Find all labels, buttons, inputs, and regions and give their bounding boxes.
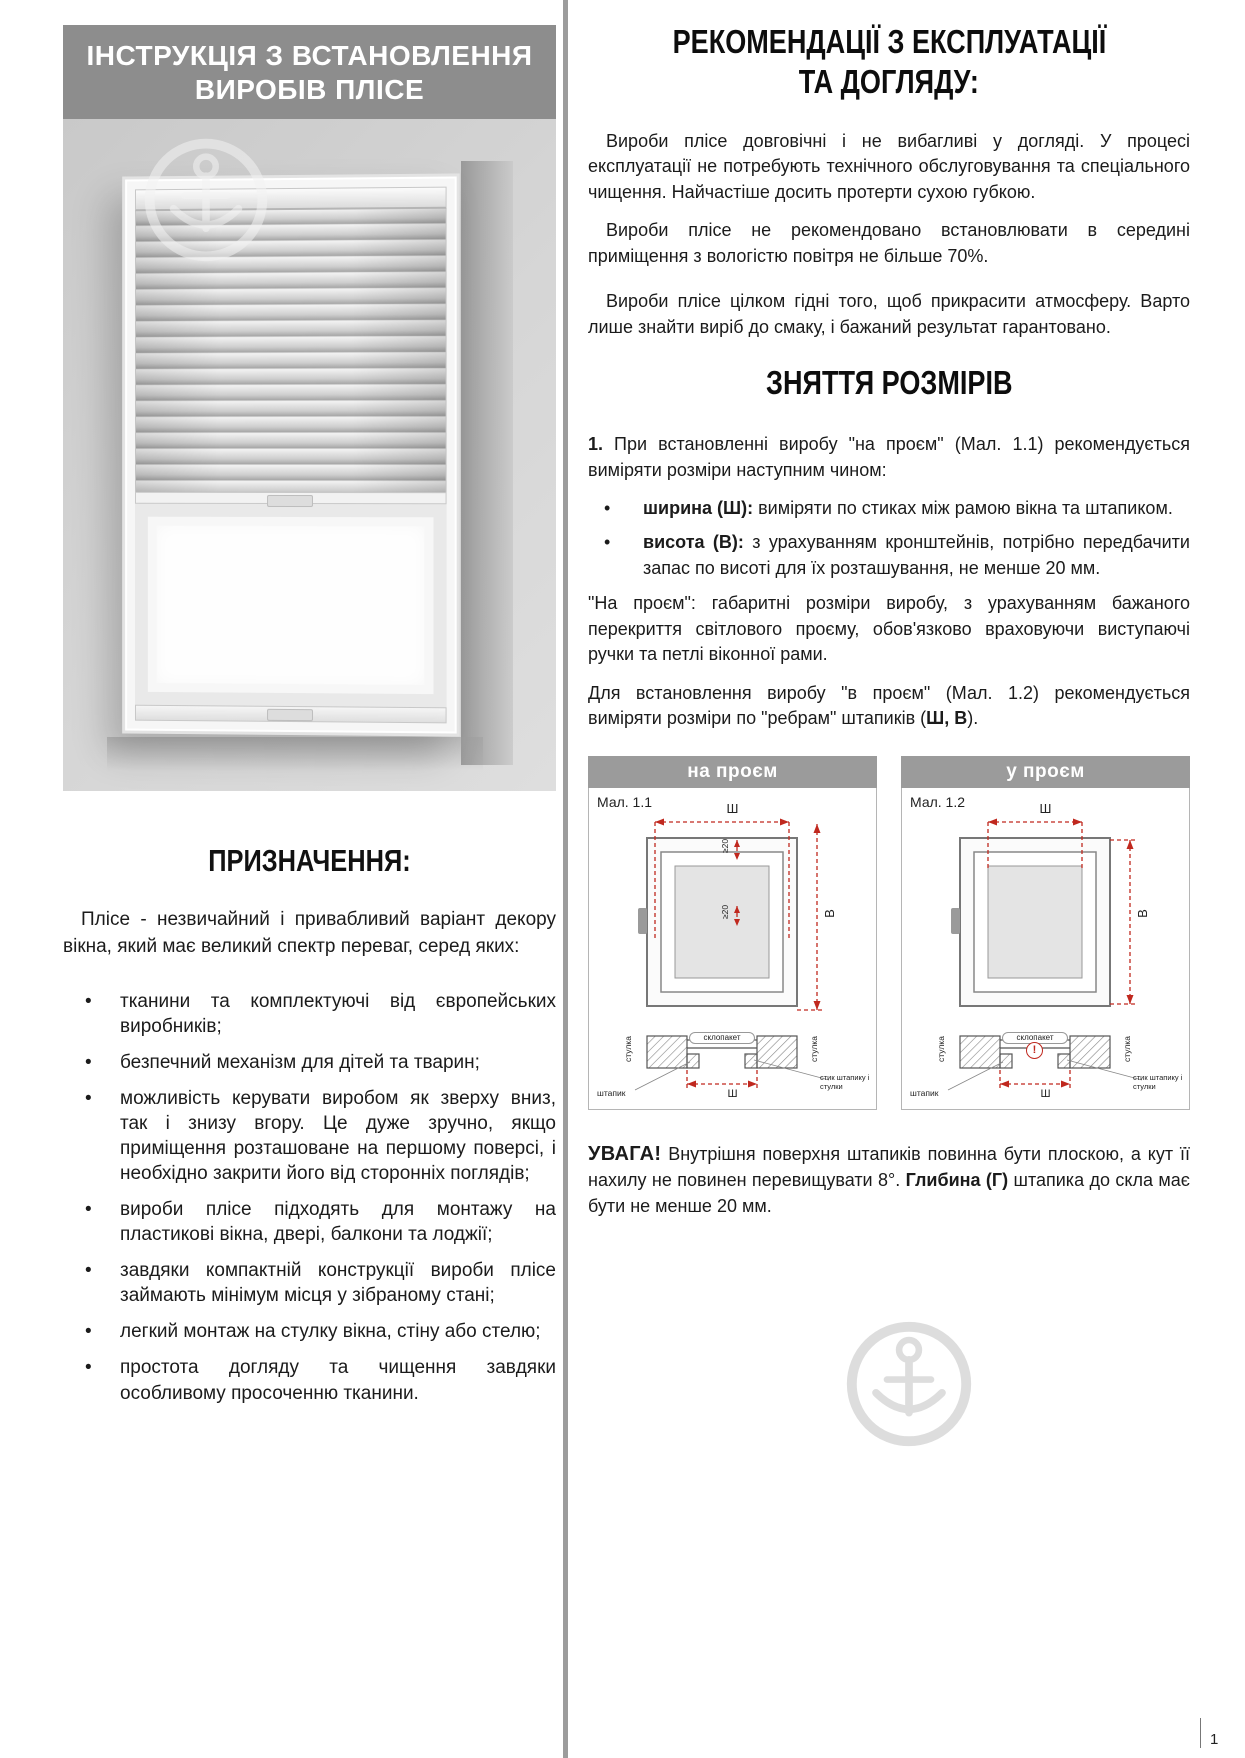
document-title	[63, 25, 556, 119]
list-item: • легкий монтаж на стулку вікна, стіну або стелю;	[63, 1319, 556, 1344]
blind-handle	[267, 495, 313, 507]
sash-label: стулка	[622, 1035, 633, 1062]
measuring-list	[588, 496, 1190, 581]
figure-na-proem	[588, 756, 877, 1110]
measuring-intro: 1. При встановленні виробу "на проєм" (Мал. 1.1) рекомендується виміряти розміри наступним чином:	[588, 434, 1190, 480]
figure-caption: Мал. 1.2	[910, 793, 966, 810]
dim-width-bottom-label: Ш	[727, 1087, 738, 1100]
window-glass	[135, 504, 447, 708]
purpose-intro: Плісе - незвичайний і привабливий варіант декору вікна, який має великий спектр переваг, серед яких:	[63, 909, 556, 957]
gap-label: ≥20	[720, 838, 731, 853]
window-bottom-frame	[135, 705, 447, 724]
sash-label: стулка	[935, 1035, 946, 1062]
left-column	[63, 25, 556, 1417]
care-paragraph: Вироби плісе довговічні і не вибагливі у догляді. У процесі експлуатації не потребують технічного обслуговування та спеціального чищення. Найчастіше досить протерти сухою губкою.	[588, 130, 1190, 202]
list-item: • ширина (Ш): виміряти по стиках між рамою вікна та штапиком.	[588, 496, 1190, 522]
glazing-label: склопакет	[1002, 1032, 1068, 1044]
title-line-2: ВИРОБІВ ПЛІСЕ	[194, 74, 425, 106]
dim-width-label: Ш	[726, 800, 739, 816]
pleated-blind	[135, 209, 447, 492]
figure-caption: Мал. 1.1	[597, 793, 653, 810]
dim-height-label: В	[1134, 908, 1150, 918]
attention-note: УВАГА! Внутрішня поверхня штапиків повинна бути плоскою, а кут її нахилу не повинен перевищувати 8°. Глибина (Г) штапика до скла має бути не менше 20 мм.	[588, 1142, 1190, 1216]
sash-label: стулка	[808, 1035, 819, 1062]
bead-label: штапик	[597, 1087, 626, 1098]
blind-bottom-rail	[135, 492, 447, 504]
figures-row	[588, 756, 1190, 1110]
figure-body	[588, 788, 877, 1110]
dim-width-bottom-label: Ш	[1040, 1087, 1051, 1100]
gap-label: ≥20	[720, 904, 731, 919]
bullet-icon: •	[85, 1051, 92, 1073]
glazing-label: склопакет	[689, 1032, 755, 1044]
care-paragraph: Вироби плісе не рекомендовано встановлювати в середині приміщення з вологістю повітря не більше 70%.	[588, 220, 1190, 266]
dim-height-label: В	[821, 908, 837, 918]
column-divider	[563, 0, 568, 1758]
figure-body	[901, 788, 1190, 1110]
bullet-icon: •	[85, 1321, 92, 1343]
list-item: • завдяки компактній конструкції вироби плісе займають мінімум місця у зібраному стані;	[85, 1260, 556, 1307]
product-photo	[63, 119, 556, 791]
figure-u-proem	[901, 756, 1190, 1110]
page-number: 1	[1200, 1718, 1218, 1748]
sash-handle	[267, 709, 313, 721]
measuring-paragraph: Для встановлення виробу "в проєм" (Мал. 1.2) рекомендується виміряти розміри по "ребрам" штапиків (Ш, В).	[588, 682, 1190, 729]
list-item: • тканини та комплектуючі від європейських виробників;	[85, 990, 556, 1037]
list-item: • вироби плісе підходять для монтажу на пластикові вікна, двері, балкони та лоджії;	[85, 1199, 556, 1246]
warning-icon: !	[1026, 1042, 1043, 1059]
title-line-1: ІНСТРУКЦІЯ З ВСТАНОВЛЕННЯ	[86, 40, 533, 71]
step-number: 1.	[588, 434, 604, 455]
figure-header: у проєм	[901, 756, 1190, 788]
purpose-list	[63, 989, 556, 1406]
list-item: • простота догляду та чищення завдяки особливому просоченню тканини.	[85, 1357, 556, 1404]
bead-label: штапик	[910, 1087, 939, 1098]
bullet-icon: •	[85, 990, 92, 1012]
list-item: • можливість керувати виробом як зверху вниз, так і знизу вгору. Це дуже зручно, якщо приміщення розташоване на першому поверсі, і необхідно закрити його від сторонніх поглядів;	[85, 1087, 556, 1184]
joint-label: стик штапику і стулки	[1133, 1072, 1183, 1091]
bullet-icon: •	[85, 1357, 92, 1379]
care-paragraph: Вироби плісе цілком гідні того, щоб прикрасити атмосферу. Варто лише знайти виріб до смаку, і бажаний результат гарантовано.	[588, 291, 1190, 337]
page-number-divider	[1200, 1718, 1201, 1748]
purpose-heading: ПРИЗНАЧЕННЯ:	[208, 843, 411, 879]
bullet-icon: •	[85, 1199, 92, 1221]
care-heading: РЕКОМЕНДАЦІЇ З ЕКСПЛУАТАЦІЇ ТА ДОГЛЯДУ:	[672, 23, 1106, 101]
right-column	[588, 22, 1190, 1219]
measuring-paragraph: "На проєм": габаритні розміри виробу, з урахуванням бажаного перекриття світлового проєму, обов'язково враховуючи виступаючі ручки та петлі віконної рами.	[588, 593, 1190, 665]
dim-width-label: Ш	[1039, 800, 1052, 816]
measuring-heading: ЗНЯТТЯ РОЗМІРІВ	[765, 364, 1013, 402]
window-illustration	[122, 174, 460, 737]
wall-recess-shadow	[461, 161, 513, 765]
bullet-icon: •	[85, 1260, 92, 1282]
list-item: • висота (В): з урахуванням кронштейнів, потрібно передбачити запас по висоті для їх розташування, не менше 20 мм.	[604, 531, 1190, 578]
figure-header: на проєм	[588, 756, 877, 788]
blind-headrail	[135, 187, 447, 212]
attention-label: УВАГА!	[588, 1142, 662, 1165]
joint-label: стик штапику і стулки	[820, 1072, 870, 1091]
sash-label: стулка	[1121, 1035, 1132, 1062]
sill-shadow	[107, 737, 483, 771]
bullet-icon: •	[85, 1087, 92, 1109]
bullet-icon: •	[604, 531, 611, 552]
bullet-icon: •	[604, 498, 611, 519]
list-item: • безпечний механізм для дітей та тварин;	[63, 1050, 556, 1075]
brand-watermark-icon	[843, 1318, 975, 1450]
